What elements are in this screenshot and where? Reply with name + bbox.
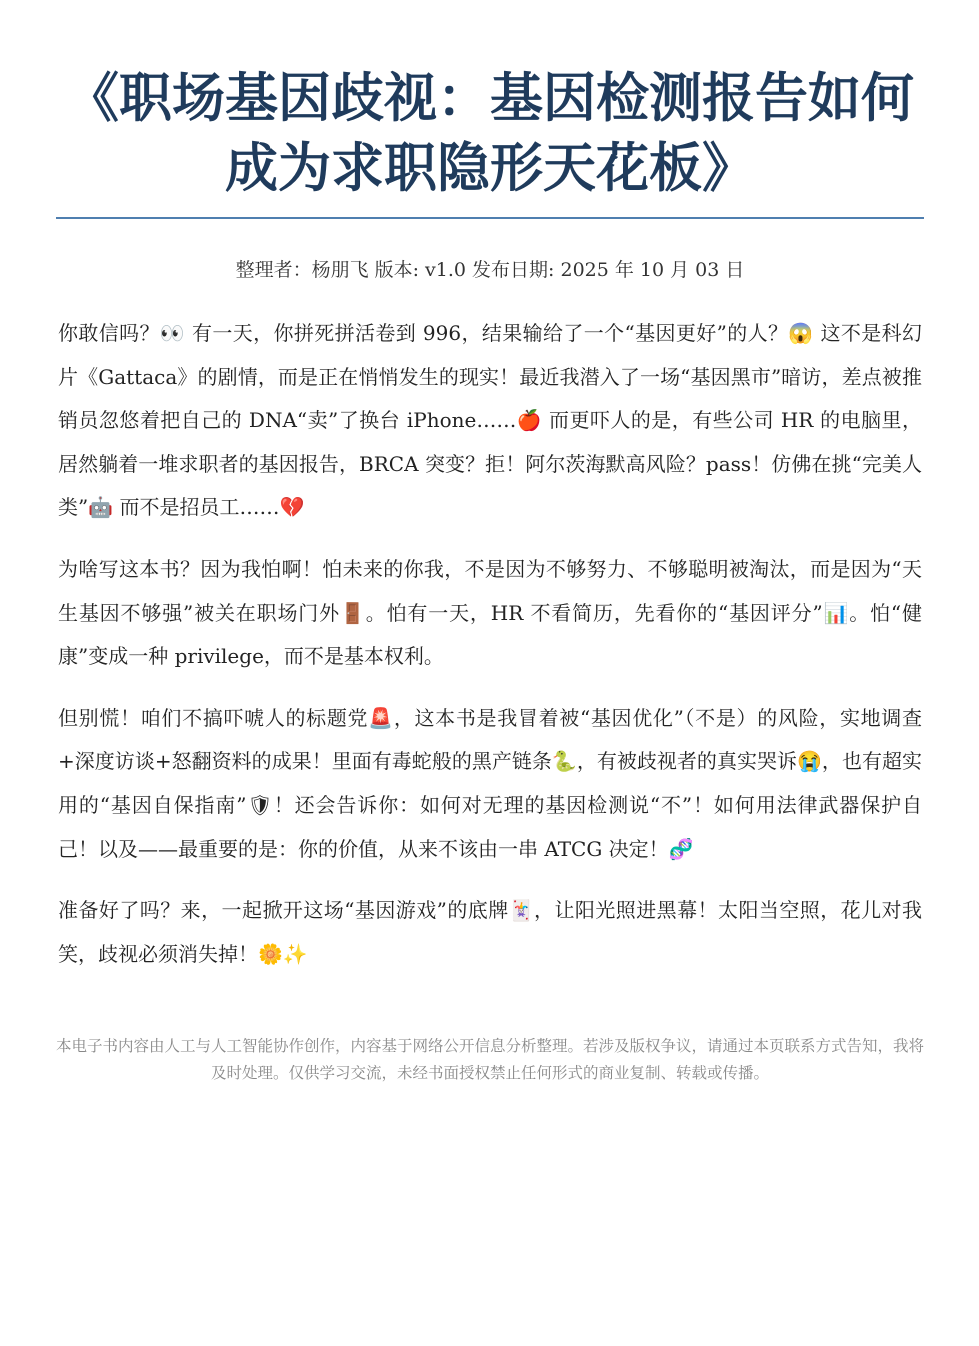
paragraph-2: 为啥写这本书？因为我怕啊！怕未来的你我，不是因为不够努力、不够聪明被淘汰，而是因为“天生基因不够强”被关在职场门外🚪。怕有一天，HR 不看简历，先看你的“基因评分”📊。怕“健康”变成一种 privilege，而不是基本权利。 <box>58 556 922 669</box>
document-meta: 整理者：杨朋飞 版本: v1.0 发布日期: 2025 年 10 月 03 日 <box>235 259 745 281</box>
document-body <box>58 312 922 994</box>
paragraph-3: 但别慌！咱们不搞吓唬人的标题党🚨，这本书是我冒着被“基因优化”（不是）的风险，实地调查+深度访谈+怒翻资料的成果！里面有毒蛇般的黑产链条🐍，有被歧视者的真实哭诉😭，也有超实用的“基因自保指南”🛡！还会告诉你：如何对无理的基因检测说“不”！如何用法律武器保护自己！以及——最重要的是：你的价值，从来不该由一串 ATCG 决定！🧬 <box>58 705 922 861</box>
copyright-notice: 本电子书内容由人工与人工智能协作创作，内容基于网络公开信息分析整理。若涉及版权争议，请通过本页联系方式告知，我将及时处理。仅供学习交流，未经书面授权禁止任何形式的商业复制、转载或传播。 <box>56 1037 925 1082</box>
paragraph-1: 你敢信吗？👀 有一天，你拼死拼活卷到 996，结果输给了一个“基因更好”的人？😱 这不是科幻片《Gattaca》的剧情，而是正在悄悄发生的现实！最近我潜入了一场“基因黑市”暗访，差点被推销员忽悠着把自己的 DNA“卖”了换台 iPhone……🍎 而更吓人的是，有些公司 HR 的电脑里，居然躺着一堆求职者的基因报告，BRCA 突变？拒！阿尔茨海默高风险？pass！仿佛在挑“完美人类”🤖 而不是招员工……💔 <box>58 321 922 520</box>
paragraph-4: 准备好了吗？来，一起掀开这场“基因游戏”的底牌🃏，让阳光照进黑幕！太阳当空照，花儿对我笑，歧视必须消失掉！🌼✨ <box>58 898 922 966</box>
document-title: 《职场基因歧视：基因检测报告如何成为求职隐形天花板》 <box>66 68 914 199</box>
title-divider <box>56 217 924 219</box>
